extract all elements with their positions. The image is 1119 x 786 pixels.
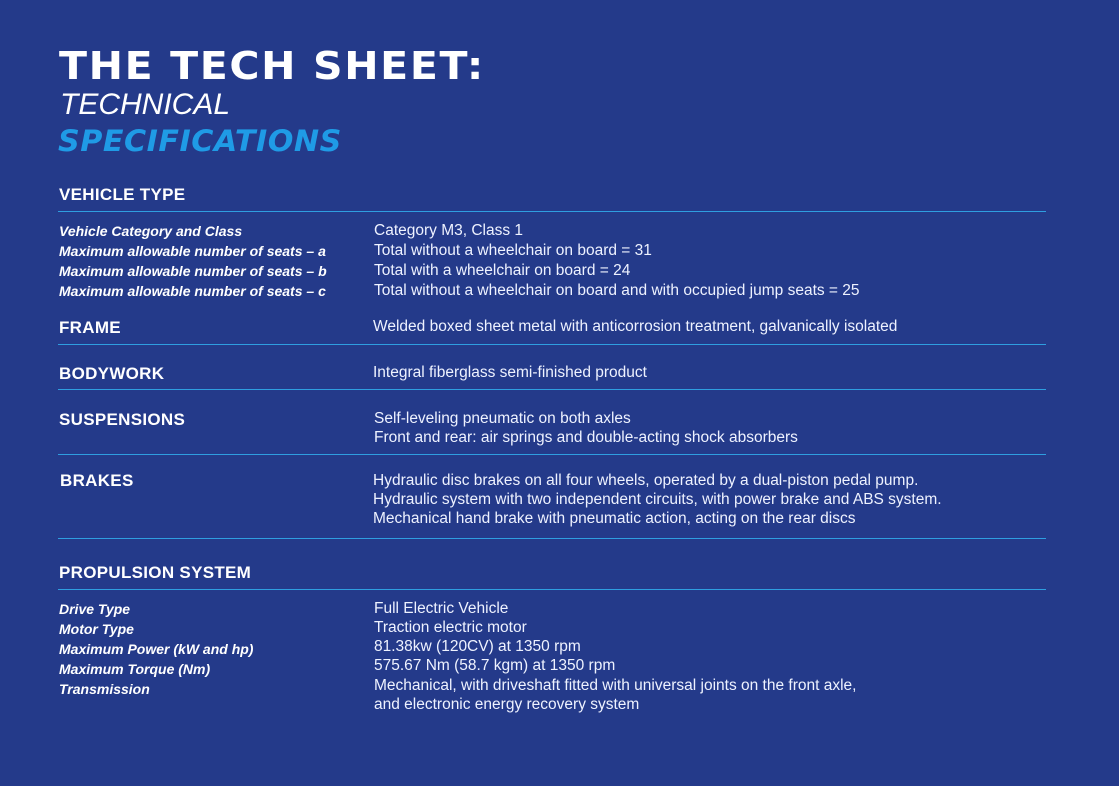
spec-value: Total with a wheelchair on board = 24	[374, 262, 631, 279]
brakes-value-line: Hydraulic system with two independent circuits, with power brake and ABS system.	[373, 491, 942, 508]
divider	[58, 589, 1046, 590]
divider	[58, 211, 1046, 212]
spec-label: Maximum allowable number of seats – c	[59, 283, 326, 299]
suspensions-value-line: Front and rear: air springs and double-acting shock absorbers	[374, 429, 798, 446]
section-heading-brakes: BRAKES	[60, 471, 134, 490]
divider	[58, 389, 1046, 390]
divider	[58, 538, 1046, 539]
spec-value: Category M3, Class 1	[374, 222, 524, 239]
title-line-1: THE TECH SHEET:	[59, 44, 485, 88]
spec-value: 575.67 Nm (58.7 kgm) at 1350 rpm	[374, 657, 616, 674]
spec-label: Maximum Power (kW and hp)	[59, 641, 254, 657]
spec-label: Vehicle Category and Class	[59, 223, 243, 239]
suspensions-value-line: Self-leveling pneumatic on both axles	[374, 410, 631, 427]
title-line-3: SPECIFICATIONS	[58, 124, 342, 158]
section-heading-suspensions: SUSPENSIONS	[59, 410, 186, 429]
spec-value: and electronic energy recovery system	[374, 696, 640, 713]
brakes-value-line: Hydraulic disc brakes on all four wheels, operated by a dual-piston pedal pump.	[373, 472, 919, 489]
spec-label: Motor Type	[59, 621, 134, 637]
title-line-2: TECHNICAL	[60, 88, 231, 121]
spec-value: Total without a wheelchair on board = 31	[374, 242, 652, 259]
section-heading-propulsion: PROPULSION SYSTEM	[59, 563, 252, 582]
spec-value: Traction electric motor	[374, 619, 527, 636]
section-heading-vehicle-type: VEHICLE TYPE	[59, 185, 186, 204]
brakes-value-line: Mechanical hand brake with pneumatic action, acting on the rear discs	[373, 510, 856, 527]
spec-label: Maximum allowable number of seats – a	[59, 243, 326, 259]
section-heading-bodywork: BODYWORK	[59, 364, 165, 383]
spec-label: Maximum Torque (Nm)	[59, 661, 211, 677]
spec-label: Drive Type	[59, 601, 131, 617]
frame-value: Welded boxed sheet metal with anticorrosion treatment, galvanically isolated	[373, 318, 898, 335]
divider	[58, 454, 1046, 455]
spec-value: Total without a wheelchair on board and with occupied jump seats = 25	[374, 282, 860, 299]
divider	[58, 344, 1046, 345]
spec-value: Full Electric Vehicle	[374, 600, 509, 617]
spec-label: Transmission	[59, 681, 150, 697]
bodywork-value: Integral fiberglass semi-finished product	[373, 364, 647, 381]
spec-value: Mechanical, with driveshaft fitted with universal joints on the front axle,	[374, 677, 857, 694]
spec-label: Maximum allowable number of seats – b	[59, 263, 327, 279]
section-heading-frame: FRAME	[59, 318, 121, 337]
spec-value: 81.38kw (120CV) at 1350 rpm	[374, 638, 581, 655]
